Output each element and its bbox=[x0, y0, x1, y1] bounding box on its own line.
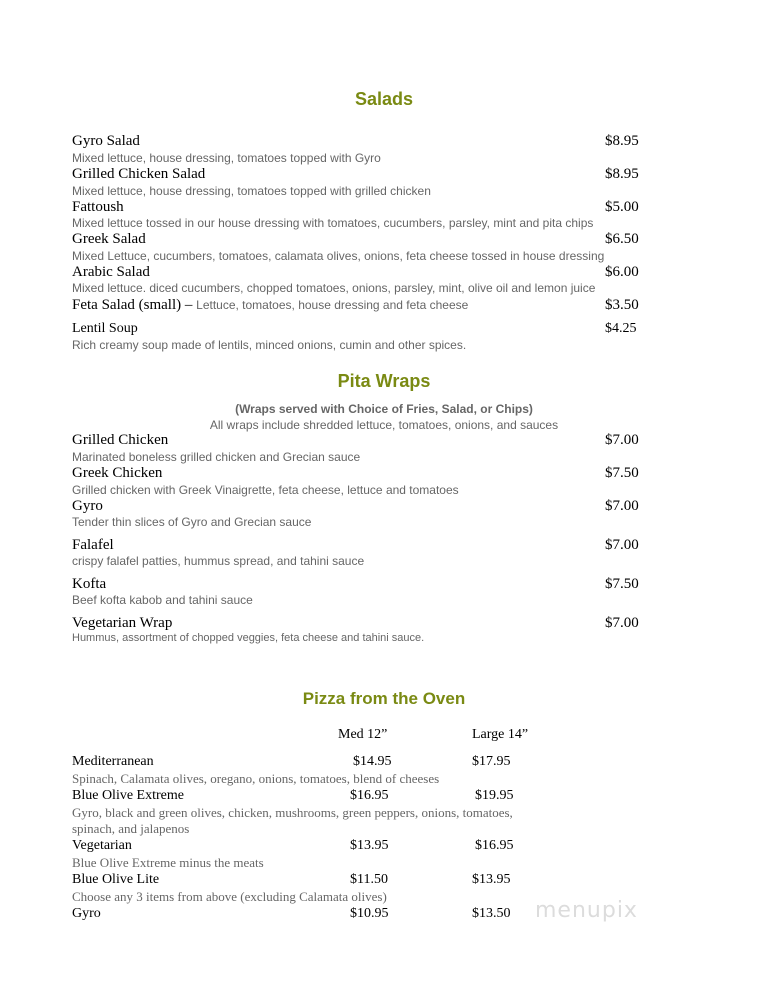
salad-desc: Mixed lettuce, house dressing, tomatoes topped with grilled chicken bbox=[72, 184, 431, 198]
pizza-price-large: $19.95 bbox=[475, 788, 514, 803]
pizza-price-large: $17.95 bbox=[472, 754, 511, 769]
pizza-price-large: $13.95 bbox=[472, 872, 511, 887]
salad-name: Feta Salad (small) – bbox=[72, 297, 193, 313]
salad-price: $8.95 bbox=[605, 166, 639, 182]
pizza-price-large: $13.50 bbox=[472, 906, 511, 921]
pizza-col-med: Med 12” bbox=[338, 727, 388, 742]
pizza-price-med: $14.95 bbox=[353, 754, 392, 769]
pizza-name: Blue Olive Lite bbox=[72, 872, 160, 887]
salad-price: $6.00 bbox=[605, 264, 639, 280]
pizza-price-med: $16.95 bbox=[350, 788, 389, 803]
watermark-logo: menupix bbox=[535, 898, 638, 923]
salad-name-feta bbox=[72, 297, 468, 314]
pizza-price-med: $11.50 bbox=[350, 872, 388, 887]
wrap-price: $7.00 bbox=[605, 537, 639, 553]
salad-name: Arabic Salad bbox=[72, 264, 150, 280]
salad-price: $8.95 bbox=[605, 133, 639, 149]
pizza-name: Blue Olive Extreme bbox=[72, 788, 184, 803]
wraps-note-toppings: All wraps include shredded lettuce, tomatoes, onions, and sauces bbox=[209, 418, 559, 432]
salad-name: Gyro Salad bbox=[72, 133, 140, 149]
pizza-price-large: $16.95 bbox=[475, 838, 514, 853]
wrap-price: $7.50 bbox=[605, 465, 639, 481]
salad-price: $3.50 bbox=[605, 297, 639, 313]
salad-price: $5.00 bbox=[605, 199, 639, 215]
wrap-name: Grilled Chicken bbox=[72, 432, 169, 448]
wrap-desc: crispy falafel patties, hummus spread, and tahini sauce bbox=[72, 554, 365, 568]
pizza-desc: Gyro, black and green olives, chicken, mushrooms, green peppers, onions, tomatoes, spinach, and jalapenos bbox=[72, 805, 513, 836]
salad-desc: Mixed lettuce tossed in our house dressing with tomatoes, cucumbers, parsley, mint and pita chips bbox=[72, 216, 594, 230]
wrap-price: $7.00 bbox=[605, 615, 639, 631]
wrap-price: $7.00 bbox=[605, 432, 639, 448]
pizza-name: Gyro bbox=[72, 906, 101, 921]
wrap-price: $7.50 bbox=[605, 576, 639, 592]
salad-desc: Mixed lettuce, house dressing, tomatoes topped with Gyro bbox=[72, 151, 381, 165]
soup-desc: Rich creamy soup made of lentils, minced onions, cumin and other spices. bbox=[72, 338, 467, 352]
wrap-desc: Marinated boneless grilled chicken and Grecian sauce bbox=[72, 450, 361, 464]
pizza-price-med: $13.95 bbox=[350, 838, 389, 853]
wrap-desc: Hummus, assortment of chopped veggies, feta cheese and tahini sauce. bbox=[72, 632, 425, 644]
pizza-desc: Spinach, Calamata olives, oregano, onions, tomatoes, blend of cheeses bbox=[72, 771, 440, 786]
salad-name: Greek Salad bbox=[72, 231, 146, 247]
wrap-name: Falafel bbox=[72, 537, 114, 553]
wrap-name: Greek Chicken bbox=[72, 465, 163, 481]
wraps-title: Pita Wraps bbox=[337, 371, 431, 391]
salad-price: $6.50 bbox=[605, 231, 639, 247]
wrap-name: Gyro bbox=[72, 498, 103, 514]
salad-name: Fattoush bbox=[72, 199, 124, 215]
salads-title: Salads bbox=[354, 89, 414, 109]
wrap-desc: Grilled chicken with Greek Vinaigrette, feta cheese, lettuce and tomatoes bbox=[72, 483, 459, 497]
salad-name: Grilled Chicken Salad bbox=[72, 166, 206, 182]
pizza-price-med: $10.95 bbox=[350, 906, 389, 921]
pizza-name: Mediterranean bbox=[72, 754, 154, 769]
soup-price: $4.25 bbox=[605, 321, 637, 336]
wrap-price: $7.00 bbox=[605, 498, 639, 514]
pizza-name: Vegetarian bbox=[72, 838, 132, 853]
wrap-name: Vegetarian Wrap bbox=[72, 615, 173, 631]
wrap-desc: Tender thin slices of Gyro and Grecian sauce bbox=[72, 515, 312, 529]
wrap-name: Kofta bbox=[72, 576, 107, 592]
salad-desc: Lettuce, tomatoes, house dressing and feta cheese bbox=[196, 298, 469, 312]
pizza-title: Pizza from the Oven bbox=[302, 689, 466, 708]
wraps-note-sides: (Wraps served with Choice of Fries, Salad, or Chips) bbox=[235, 402, 533, 416]
salad-desc: Mixed Lettuce, cucumbers, tomatoes, calamata olives, onions, feta cheese tossed in house dressing bbox=[72, 249, 605, 263]
salad-desc: Mixed lettuce. diced cucumbers, chopped tomatoes, onions, parsley, mint, olive oil and lemon juice bbox=[72, 281, 596, 295]
pizza-desc: Choose any 3 items from above (excluding Calamata olives) bbox=[72, 889, 387, 904]
pizza-desc: Blue Olive Extreme minus the meats bbox=[72, 855, 264, 870]
soup-name: Lentil Soup bbox=[72, 321, 138, 336]
wrap-desc: Beef kofta kabob and tahini sauce bbox=[72, 593, 253, 607]
pizza-col-large: Large 14” bbox=[472, 727, 529, 742]
